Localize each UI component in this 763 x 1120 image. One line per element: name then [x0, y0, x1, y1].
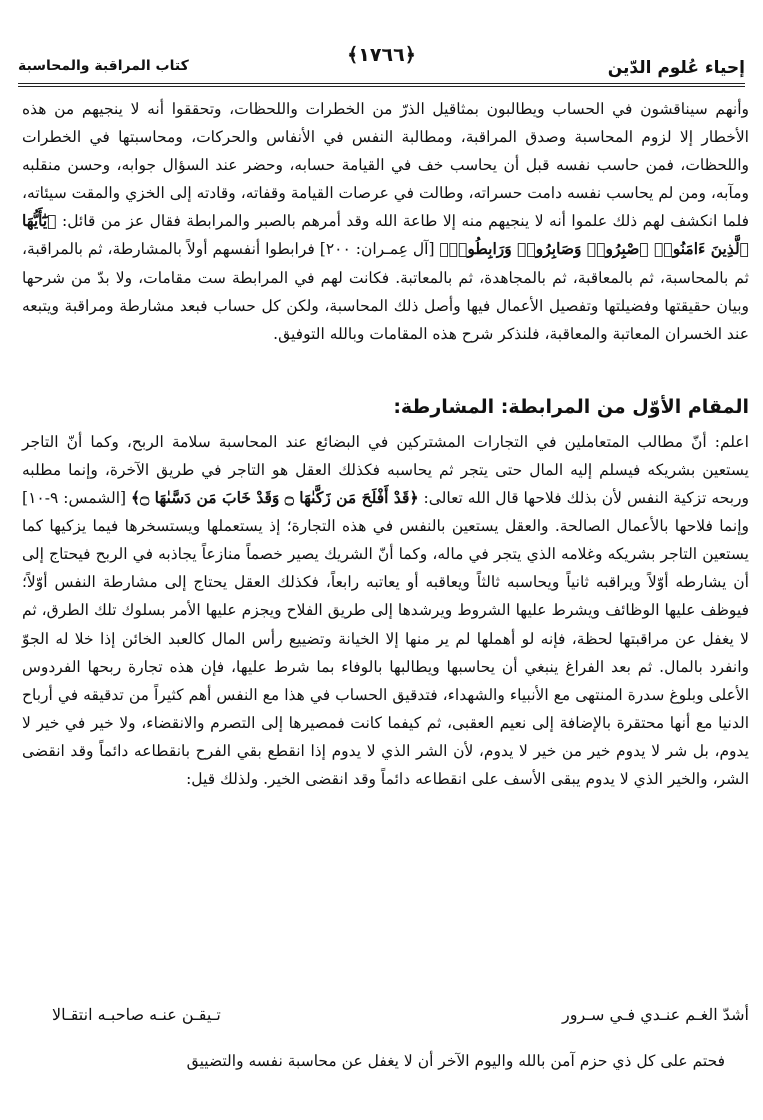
poem-hemistich-first: أشدّ الغـم عنـدي فـي سـرور: [562, 1005, 749, 1024]
page-number: ﴿١٧٦٦﴾: [347, 44, 416, 66]
paragraph-text: وإنما فلاحها بالأعمال الصالحة. والعقل يستعين بالنفس في هذه التجارة؛ إذ يستعملها ويستسخرها فيما يزكيها كما يستعين التاجر بشريكه وغلامه الذي يتجر في ماله، وكما أنّ الشريك يصير خصماً منازعاً يجاذبه في الربح فيحتاج إلى أن يشارطه أوّلاً ويراقبه ثانياً ويحاسبه ثالثاً ويعاقبه أو يعاتبه رابعاً، فكذلك العقل يحتاج إلى مشارطة النفس أوّلاً؛ فيوظف عليها الوظائف ويشرط عليها الشروط ويرشدها إلى طريق الفلاح ويجزم عليها الأمر بسلوك تلك الطرق، ثم لا يغفل عن مراقبتها لحظة، فإنه لو أهملها لم ير منها إلا الخيانة وتضييع رأس المال كالعبد الخائن إذا خلا له الجوّ وانفرد بالمال. ثم بعد الفراغ ينبغي أن يحاسبها ويطالبها بالوفاء بما شرط عليها، فإن هذه تجارة ربحها الفردوس الأعلى وبلوغ سدرة المنتهى مع الأنبياء والشهداء، فتدقيق الحساب في هذا مع النفس أهم كثيراً من تدقيقه في أرباح الدنيا مع أنها محتقرة بالإضافة إلى نعيم العقبى، ثم كيفما كانت فمصيرها إلى التصرم والانقضاء، ولا خير في خير لا يدوم، بل شر لا يدوم خير من خير لا يدوم، لأن الشر الذي لا يدوم إذا انقطع بقي الفرح بانقطاعه دائماً وقد انقضى الشر، والخير الذي لا يدوم يبقى الأسف على انقطاعه دائماً وقد انقضى الخير. ولذلك قيل:: [22, 517, 749, 788]
opening-paragraph: [22, 95, 749, 348]
paragraph-text: فرابطوا أنفسهم أولاً بالمشارطة، ثم بالمراقبة، ثم بالمحاسبة، ثم بالمعاقبة، ثم بالمجاهدة، ثم بالمعاتبة. فكانت لهم في المرابطة ست مقامات، ولا بدّ من شرحها وبيان حقيقتها وفضيلتها وتفصيل الأعمال فيها وأصل ذلك المحاسبة، ولكن كل حساب فبعد مشارطة ومراقبة ويتبعه عند الخسران المعاتبة والمعاقبة، فلنذكر شرح هذه المقامات وبالله التوفيق.: [22, 240, 749, 343]
paragraph-text: وأنهم سيناقشون في الحساب ويطالبون بمثاقيل الذرّ من الخطرات واللحظات، وتحققوا أنه لا ينجيهم من هذه الأخطار إلا لزوم المحاسبة وصدق المراقبة، ومطالبة النفس في الأنفاس والحركات، ومحاسبتها في الخطرات واللحظات، فمن حاسب نفسه قبل أن يحاسب خف في القيامة حسابه، وحضر عند السؤال جوابه، وحسن منقلبه ومآبه، ومن لم يحاسب نفسه دامت حسراته، وطالت في عرصات القيامة وقفاته، وقادته إلى الخزي والمقت سيئاته، فلما انكشف لهم ذلك علموا أنه لا ينجيهم منه إلا طاعة الله وقد أمرهم بالصبر والمرابطة فقال عز من قائل:: [22, 100, 749, 231]
chapter-title: كتاب المراقبة والمحاسبة: [18, 58, 189, 74]
page-header: [18, 30, 745, 82]
section-paragraph: [22, 428, 749, 793]
quran-verse: ﴿يَٰٓأَيُّهَا ٱلَّذِينَ ءَامَنُوا۟ ٱصْبِرُوا۟ وَصَابِرُوا۟ وَرَابِطُوا۟﴾: [22, 211, 749, 259]
poem-verse: [22, 1005, 749, 1035]
quran-verse: ﴿قَدْ أَفْلَحَ مَن زَكَّىٰهَا ۝ وَقَدْ خَابَ مَن دَسَّىٰهَا ۝﴾: [131, 488, 419, 508]
verse-citation: [الشمس: ٩-١٠]: [22, 489, 132, 508]
section-heading: المقام الأوّل من المرابطة: المشارطة:: [393, 395, 749, 418]
closing-line: فحتم على كل ذي حزم آمن بالله واليوم الآخر أن لا يغفل عن محاسبة نفسه والتضييق: [186, 1052, 725, 1070]
paragraph-text: اعلم: أنّ مطالب المتعاملين في التجارات المشتركين في البضائع عند المحاسبة سلامة الربح، وكما أنّ التاجر يستعين بشريكه فيسلم إليه المال حتى يتجر ثم يحاسبه فكذلك العقل هو التاجر في طريق الآخرة، وإنما مطلبه وربحه تزكية النفس لأن بذلك فلاحها قال الله تعالى:: [22, 432, 749, 508]
header-rule-top: [18, 83, 745, 84]
book-title: إحياء عُلوم الدّين: [607, 58, 745, 78]
poem-hemistich-second: تـيقـن عنـه صاحبـه انتقـالا: [52, 1005, 221, 1024]
header-rule-bottom: [18, 86, 745, 87]
verse-citation: [آل عِمـران: ٢٠٠]: [314, 240, 440, 259]
page-body: [22, 95, 749, 793]
